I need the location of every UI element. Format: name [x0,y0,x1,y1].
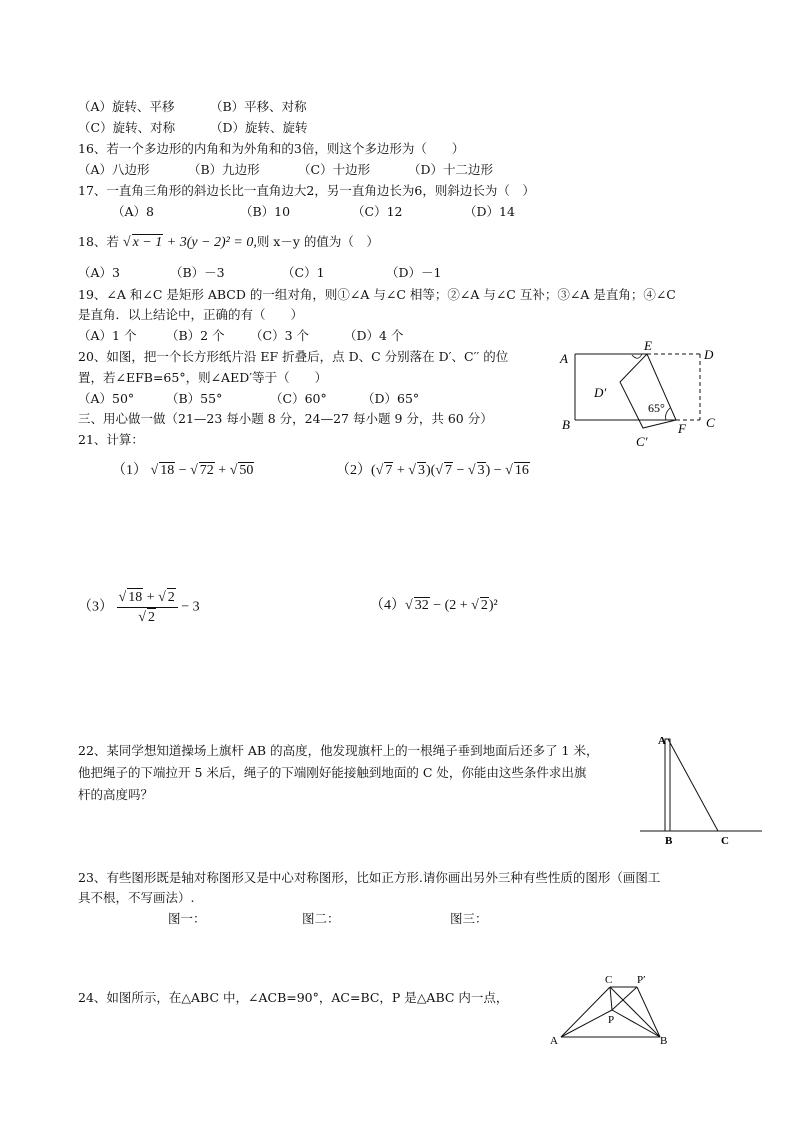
q19-line1: 19、∠A 和∠C 是矩形 ABCD 的一组对角，则①∠A 与∠C 相等；②∠A 与∠C 互补；③∠A 是直角；④∠C [78,287,676,302]
q24-label-p-prime: P′ [637,974,646,986]
q21-p1-r2: 72 [199,463,214,478]
q22-label-b: B [665,835,673,847]
section3-heading: 三、用心做一做（21—23 每小题 8 分，24—27 每小题 9 分，共 60 分） [78,411,493,426]
q21-p1-r1: 18 [160,463,175,478]
q20-folded-flap [620,354,676,428]
q21-p3-numerator: √ 18 + √ 2 [117,588,178,608]
q24-segment-pb [612,1010,660,1037]
q24-segment-ap [561,1010,615,1037]
q18-sqrt: √ x − 1 [122,235,163,250]
q21-p4-r2: 2 [480,598,488,613]
q18-radicand: x − 1 [132,235,163,250]
q18-option-a: （A）3 [78,265,120,280]
q19-option-d: （D）4 个 [344,328,404,343]
q20-angle-efb-arc [666,408,671,420]
q18-stem [78,234,379,251]
q24-segment-p-prime-b [637,987,660,1037]
q21-p1-label: （1） [112,463,147,478]
q15-option-a: （A）旋转、平移 [78,99,175,114]
q17-option-c: （C）12 [352,204,403,219]
q20-line1: 20、如图，把一个长方形纸片沿 EF 折叠后，点 D、C 分别落在 D′、C′′ 的位 [78,349,509,364]
q21-part4: （4）√ 32 − (2 + √ 2)² [370,598,498,613]
q22-label-a: A [658,735,666,747]
q20-option-a: （A）50° [78,391,135,406]
q19-option-b: （B）2 个 [166,328,225,343]
q20-option-c: （C）60° [270,391,327,406]
q22-flagpole-figure [636,728,768,850]
q21-p3-denominator: √ 2 [138,610,155,625]
q24-segment-cp [610,987,612,1010]
q20-angle-aed-arc [632,354,642,358]
q21-part3 [78,588,200,627]
q22-line2: 他把绳子的下端拉开 5 米后，绳子的下端刚好能接触到地面的 C 处，你能由这些条件求出旗 [78,765,587,780]
q20-label-c: C [706,415,715,430]
q20-angle-label: 65° [648,401,665,415]
q15-option-d: （D）旋转、旋转 [210,120,308,135]
q21-p3-label: （3） [78,599,113,615]
q21-p3-n2: 2 [167,590,175,605]
q16-option-c: （C）十边形 [298,162,371,177]
q18-suffix: 则 x－y 的值为（ ） [256,234,379,249]
q19-line2: 是直角．以上结论中，正确的有（ ） [78,307,304,322]
q18-prefix: 18、若 [78,234,119,249]
q17-stem: 17、一直角三角形的斜边长比一直角边大2，另一直角边长为6，则斜边长为（ ） [78,183,535,198]
q24-label-c: C [605,974,613,986]
q20-fold-figure [550,338,730,453]
q21-p3-den: 2 [147,610,155,625]
q22-flagpole [665,739,670,831]
q21-p4-r: 32 [414,598,429,613]
q15-option-c: （C）旋转、对称 [78,120,176,135]
q19-option-a: （A）1 个 [78,328,137,343]
q18-option-c: （C）1 [282,265,325,280]
q18-option-b: （B）－3 [170,265,225,280]
q24-line: 24、如图所示，在△ABC 中，∠ACB=90°，AC=BC，P 是△ABC 内一点， [78,990,509,1005]
q20-label-c-prime: C′ [636,434,648,449]
q24-side-ac [561,987,610,1037]
q24-triangle-figure [546,970,676,1050]
q24-label-a: A [550,1035,558,1047]
q21-p2-c: 7 [444,463,452,478]
q22-line3: 杆的高度吗？ [78,787,154,802]
q21-part2: （2）(√ 7 + √ 3)(√ 7 − √ 3) − √ 16 [336,463,529,478]
q21-p3-n1: 18 [128,590,143,605]
q20-label-b: B [562,417,570,432]
q21-p1-op2: + [218,463,227,478]
q21-p4-end: )² [488,598,498,613]
q21-part1: （1） √ 18 − √ 72 + √ 50 [112,463,254,478]
q20-line2: 置，若∠EFB=65°，则∠AED′等于（ ） [78,370,328,385]
q24-label-p: P [608,1014,615,1026]
q22-rope [668,739,718,831]
q18-mid: + 3(y − 2)² = 0, [163,235,257,250]
q18-option-d: （D）－1 [386,265,442,280]
q21-p4-label: （4） [370,598,405,613]
q20-option-d: （D）65° [362,391,420,406]
q21-p2-b: 3 [417,463,425,478]
q23-fig3-label: 图三： [450,911,488,926]
q17-option-b: （B）10 [240,204,291,219]
q20-label-f: F [678,421,686,436]
q16-option-d: （D）十二边形 [408,162,494,177]
q21-p4-tail: − (2 + [433,598,472,613]
q21-p2-e: 16 [514,463,529,478]
q16-stem: 16、若一个多边形的内角和为外角和的3倍，则这个多边形为（ ） [78,141,465,156]
q21-p3-tail: − 3 [181,599,200,615]
q16-option-b: （B）九边形 [188,162,260,177]
q21-stem: 21、计算： [78,432,144,447]
q16-option-a: （A）八边形 [78,162,150,177]
q20-option-b: （B）55° [166,391,223,406]
q20-label-e: E [644,338,652,353]
q21-p2-label: （2） [336,463,371,478]
q21-p2-d: 3 [477,463,485,478]
q20-label-a: A [560,351,568,366]
q19-option-c: （C）3 个 [250,328,309,343]
q24-side-cb [610,987,660,1037]
q24-label-b: B [660,1035,668,1047]
q22-line1: 22、某同学想知道操场上旗杆 AB 的高度，他发现旗杆上的一根绳子垂到地面后还多了 1 米， [78,743,599,758]
q22-label-c: C [721,835,729,847]
q23-line2: 具不根，不写画法）. [78,890,195,905]
q23-fig2-label: 图二： [302,911,340,926]
q23-fig1-label: 图一： [168,911,206,926]
q20-label-d: D [704,347,714,362]
q21-p3-fraction [117,588,178,627]
q17-option-d: （D）14 [464,204,515,219]
q23-line1: 23、有些图形既是轴对称图形又是中心对称图形，比如正方形.请你画出另外三种有些性质的图形（画图工 [78,870,661,885]
q20-label-d-prime: D′ [594,385,607,400]
q24-segment-pp-prime [612,987,637,1010]
q21-p1-op1: − [178,463,187,478]
q17-option-a: （A）8 [112,204,154,219]
q15-option-b: （B）平移、对称 [210,99,307,114]
q21-p2-a: 7 [385,463,393,478]
q21-p1-r3: 50 [239,463,254,478]
